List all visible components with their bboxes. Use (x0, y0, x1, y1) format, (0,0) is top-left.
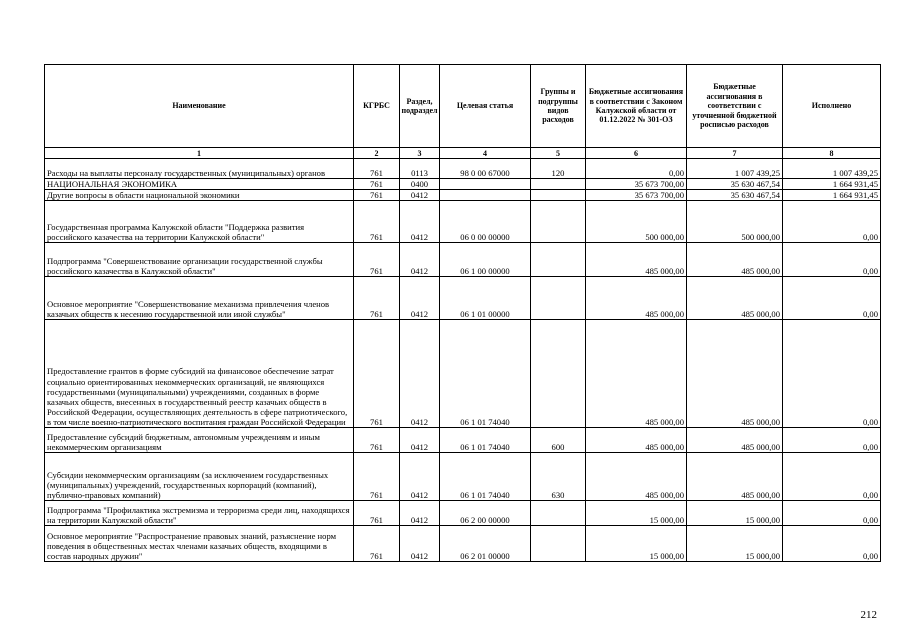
row-kgrbs-cell: 761 (354, 201, 400, 243)
row-kgrbs-cell: 761 (354, 320, 400, 428)
row-executed-cell: 0,00 (783, 501, 881, 526)
row-kgrbs-cell: 761 (354, 501, 400, 526)
row-section-cell: 0412 (400, 277, 440, 320)
row-target-cell: 06 1 01 74040 (440, 453, 531, 501)
col-number: 4 (440, 148, 531, 159)
row-target-cell: 06 2 01 00000 (440, 526, 531, 562)
row-refined-cell: 1 007 439,25 (687, 159, 783, 179)
row-group-cell (531, 179, 586, 190)
col-number: 7 (687, 148, 783, 159)
row-target-cell (440, 179, 531, 190)
row-section-cell: 0412 (400, 501, 440, 526)
row-name-cell: Другие вопросы в области национальной экономики (45, 190, 354, 201)
row-target-cell (440, 190, 531, 201)
row-name-cell: Субсидии некоммерческим организациям (за исключением государственных (муниципальных) учреждений, государственных корпораций (компаний), публично-правовых компаний) (45, 453, 354, 501)
col-number: 2 (354, 148, 400, 159)
header-group: Группы и подгруппы видов расходов (531, 65, 586, 148)
header-name: Наименование (45, 65, 354, 148)
row-assigned-cell: 485 000,00 (586, 428, 687, 453)
row-group-cell (531, 190, 586, 201)
row-target-cell: 06 2 00 00000 (440, 501, 531, 526)
row-assigned-cell: 35 673 700,00 (586, 179, 687, 190)
row-executed-cell: 0,00 (783, 320, 881, 428)
budget-table (44, 64, 881, 562)
table-row (45, 243, 881, 277)
row-target-cell: 98 0 00 67000 (440, 159, 531, 179)
row-group-cell (531, 201, 586, 243)
header-executed: Исполнено (783, 65, 881, 148)
table-row (45, 159, 881, 179)
table-body (45, 159, 881, 562)
row-kgrbs-cell: 761 (354, 526, 400, 562)
table-row (45, 428, 881, 453)
row-executed-cell: 1 664 931,45 (783, 190, 881, 201)
row-refined-cell: 15 000,00 (687, 526, 783, 562)
table-row (45, 320, 881, 428)
table-row (45, 190, 881, 201)
row-assigned-cell: 35 673 700,00 (586, 190, 687, 201)
row-name-cell: Государственная программа Калужской области "Поддержка развития российского казачества на территории Калужской области" (45, 201, 354, 243)
row-target-cell: 06 1 01 74040 (440, 428, 531, 453)
row-group-cell: 600 (531, 428, 586, 453)
col-number: 5 (531, 148, 586, 159)
table-row (45, 179, 881, 190)
row-executed-cell: 0,00 (783, 453, 881, 501)
column-number-row (45, 148, 881, 159)
row-refined-cell: 485 000,00 (687, 320, 783, 428)
table-row (45, 201, 881, 243)
table-row (45, 453, 881, 501)
row-group-cell (531, 320, 586, 428)
page-number: 212 (860, 609, 877, 621)
row-assigned-cell: 485 000,00 (586, 453, 687, 501)
row-assigned-cell: 0,00 (586, 159, 687, 179)
row-executed-cell: 1 007 439,25 (783, 159, 881, 179)
header-kgrbs: КГРБС (354, 65, 400, 148)
row-refined-cell: 35 630 467,54 (687, 190, 783, 201)
row-target-cell: 06 0 00 00000 (440, 201, 531, 243)
header-row (45, 65, 881, 148)
row-assigned-cell: 485 000,00 (586, 277, 687, 320)
row-section-cell: 0412 (400, 243, 440, 277)
row-section-cell: 0412 (400, 201, 440, 243)
row-group-cell (531, 526, 586, 562)
row-kgrbs-cell: 761 (354, 159, 400, 179)
row-refined-cell: 485 000,00 (687, 453, 783, 501)
col-number: 8 (783, 148, 881, 159)
header-section: Раздел, подраздел (400, 65, 440, 148)
row-refined-cell: 485 000,00 (687, 243, 783, 277)
row-executed-cell: 0,00 (783, 277, 881, 320)
row-name-cell: Основное мероприятие "Распространение правовых знаний, разъяснение норм поведения в общественных местах членами казачьих обществ, входящими в состав народных дружин" (45, 526, 354, 562)
row-refined-cell: 15 000,00 (687, 501, 783, 526)
header-refined: Бюджетные ассигнования в соответствии с уточненной бюджетной росписью расходов (687, 65, 783, 148)
col-number: 1 (45, 148, 354, 159)
row-assigned-cell: 485 000,00 (586, 243, 687, 277)
row-target-cell: 06 1 01 00000 (440, 277, 531, 320)
row-group-cell (531, 243, 586, 277)
row-target-cell: 06 1 00 00000 (440, 243, 531, 277)
row-group-cell (531, 277, 586, 320)
row-section-cell: 0412 (400, 190, 440, 201)
table-row (45, 526, 881, 562)
row-refined-cell: 485 000,00 (687, 277, 783, 320)
row-assigned-cell: 15 000,00 (586, 526, 687, 562)
row-executed-cell: 0,00 (783, 201, 881, 243)
header-assigned: Бюджетные ассигнования в соответствии с Законом Калужской области от 01.12.2022 № 301-ОЗ (586, 65, 687, 148)
row-section-cell: 0113 (400, 159, 440, 179)
row-refined-cell: 35 630 467,54 (687, 179, 783, 190)
row-target-cell: 06 1 01 74040 (440, 320, 531, 428)
col-number: 3 (400, 148, 440, 159)
row-refined-cell: 485 000,00 (687, 428, 783, 453)
row-kgrbs-cell: 761 (354, 277, 400, 320)
row-assigned-cell: 485 000,00 (586, 320, 687, 428)
row-group-cell (531, 501, 586, 526)
col-number: 6 (586, 148, 687, 159)
row-assigned-cell: 15 000,00 (586, 501, 687, 526)
row-section-cell: 0412 (400, 453, 440, 501)
row-name-cell: Предоставление грантов в форме субсидий на финансовое обеспечение затрат социально ориентированных некоммерческих организаций, не являющихся государственными (муниципальными) учреждениями, созданных в форме казачьих обществ, внесенных в государственный реестр казачьих обществ в Российской Федерации, осуществляющих деятельность в сфере патриотического, в том числе военно-патриотического воспитания граждан Российской Федерации (45, 320, 354, 428)
row-group-cell: 630 (531, 453, 586, 501)
row-section-cell: 0412 (400, 428, 440, 453)
row-kgrbs-cell: 761 (354, 190, 400, 201)
row-section-cell: 0412 (400, 526, 440, 562)
row-name-cell: Расходы на выплаты персоналу государственных (муниципальных) органов (45, 159, 354, 179)
row-executed-cell: 0,00 (783, 526, 881, 562)
row-name-cell: Подпрограмма "Совершенствование организации государственной службы российского казачества в Калужской области" (45, 243, 354, 277)
row-kgrbs-cell: 761 (354, 179, 400, 190)
table-row (45, 501, 881, 526)
row-executed-cell: 1 664 931,45 (783, 179, 881, 190)
row-name-cell: НАЦИОНАЛЬНАЯ ЭКОНОМИКА (45, 179, 354, 190)
row-name-cell: Подпрограмма "Профилактика экстремизма и терроризма среди лиц, находящихся на территории Калужской области" (45, 501, 354, 526)
row-kgrbs-cell: 761 (354, 453, 400, 501)
row-section-cell: 0412 (400, 320, 440, 428)
row-section-cell: 0400 (400, 179, 440, 190)
row-executed-cell: 0,00 (783, 428, 881, 453)
row-kgrbs-cell: 761 (354, 428, 400, 453)
row-name-cell: Предоставление субсидий бюджетным, автономным учреждениям и иным некоммерческим организациям (45, 428, 354, 453)
row-refined-cell: 500 000,00 (687, 201, 783, 243)
header-target: Целевая статья (440, 65, 531, 148)
row-kgrbs-cell: 761 (354, 243, 400, 277)
row-executed-cell: 0,00 (783, 243, 881, 277)
table-row (45, 277, 881, 320)
row-name-cell: Основное мероприятие "Совершенствование механизма привлечения членов казачьих обществ к несению государственной или иной службы" (45, 277, 354, 320)
row-group-cell: 120 (531, 159, 586, 179)
row-assigned-cell: 500 000,00 (586, 201, 687, 243)
